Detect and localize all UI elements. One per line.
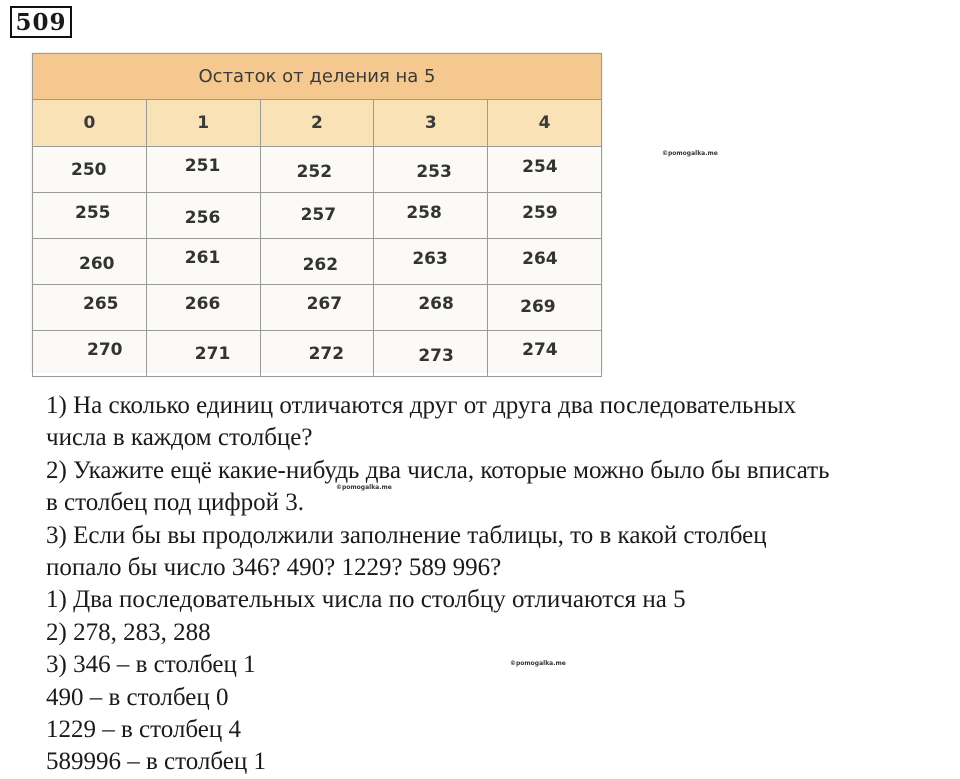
table-cell: 258 — [374, 193, 488, 239]
table-row — [33, 331, 602, 377]
watermark: ©pomogalka.me — [336, 484, 392, 491]
table-cell: 269 — [488, 285, 602, 331]
table-cell: 273 — [374, 331, 488, 377]
table-cell: 257 — [260, 193, 374, 239]
text-line: 3) Если бы вы продолжили заполнение таблицы, то в какой столбец — [46, 521, 767, 549]
table-cell: 271 — [146, 331, 260, 377]
column-header-1: 1 — [146, 100, 260, 147]
table-cell: 259 — [488, 193, 602, 239]
answer-line: 3) 346 – в столбец 1 — [46, 651, 256, 679]
table-cell: 267 — [260, 285, 374, 331]
table-row — [33, 285, 602, 331]
table-cell: 255 — [33, 193, 147, 239]
text-line: 1) На сколько единиц отличаются друг от друга два последовательных — [46, 392, 797, 419]
answer-line: 1229 – в столбец 4 — [46, 716, 242, 744]
answer-line: 589996 – в столбец 1 — [46, 748, 267, 776]
table-row — [33, 147, 602, 193]
column-header-0: 0 — [33, 100, 147, 147]
task-text — [46, 390, 946, 779]
watermark: ©pomogalka.me — [510, 660, 566, 667]
table-cell: 263 — [374, 239, 488, 285]
table-row — [33, 239, 602, 285]
table-cell: 265 — [33, 285, 147, 331]
table-cell: 261 — [146, 239, 260, 285]
answer-line: 2) 278, 283, 288 — [46, 618, 211, 646]
table-cell: 253 — [374, 147, 488, 193]
text-line: попало бы число 346? 490? 1229? 589 996? — [46, 554, 502, 582]
table-cell: 274 — [488, 331, 602, 377]
table-cell: 251 — [146, 147, 260, 193]
text-line: числа в каждом столбце? — [46, 424, 313, 452]
text-line: 2) Укажите ещё какие-нибудь два числа, которые можно было бы вписать — [46, 456, 830, 484]
text-line: в столбец под цифрой 3. — [46, 489, 304, 517]
column-header-4: 4 — [488, 100, 602, 147]
table-caption: Остаток от деления на 5 — [33, 54, 602, 100]
table-cell: 270 — [33, 331, 147, 377]
remainder-table — [32, 53, 602, 371]
table-cell: 272 — [260, 331, 374, 377]
table-cell: 254 — [488, 147, 602, 193]
table-cell: 268 — [374, 285, 488, 331]
table-cell: 262 — [260, 239, 374, 285]
table-cell: 250 — [33, 147, 147, 193]
table-cell: 252 — [260, 147, 374, 193]
table-cell: 266 — [146, 285, 260, 331]
task-number: 509 — [10, 6, 72, 38]
answer-line: 1) Два последовательных числа по столбцу отличаются на 5 — [46, 586, 686, 614]
table-row — [33, 193, 602, 239]
table-cell: 260 — [33, 239, 147, 285]
column-header-2: 2 — [260, 100, 374, 147]
column-header-3: 3 — [374, 100, 488, 147]
table-cell: 256 — [146, 193, 260, 239]
table-cell: 264 — [488, 239, 602, 285]
watermark: ©pomogalka.me — [662, 150, 718, 157]
answer-line: 490 – в столбец 0 — [46, 683, 229, 711]
